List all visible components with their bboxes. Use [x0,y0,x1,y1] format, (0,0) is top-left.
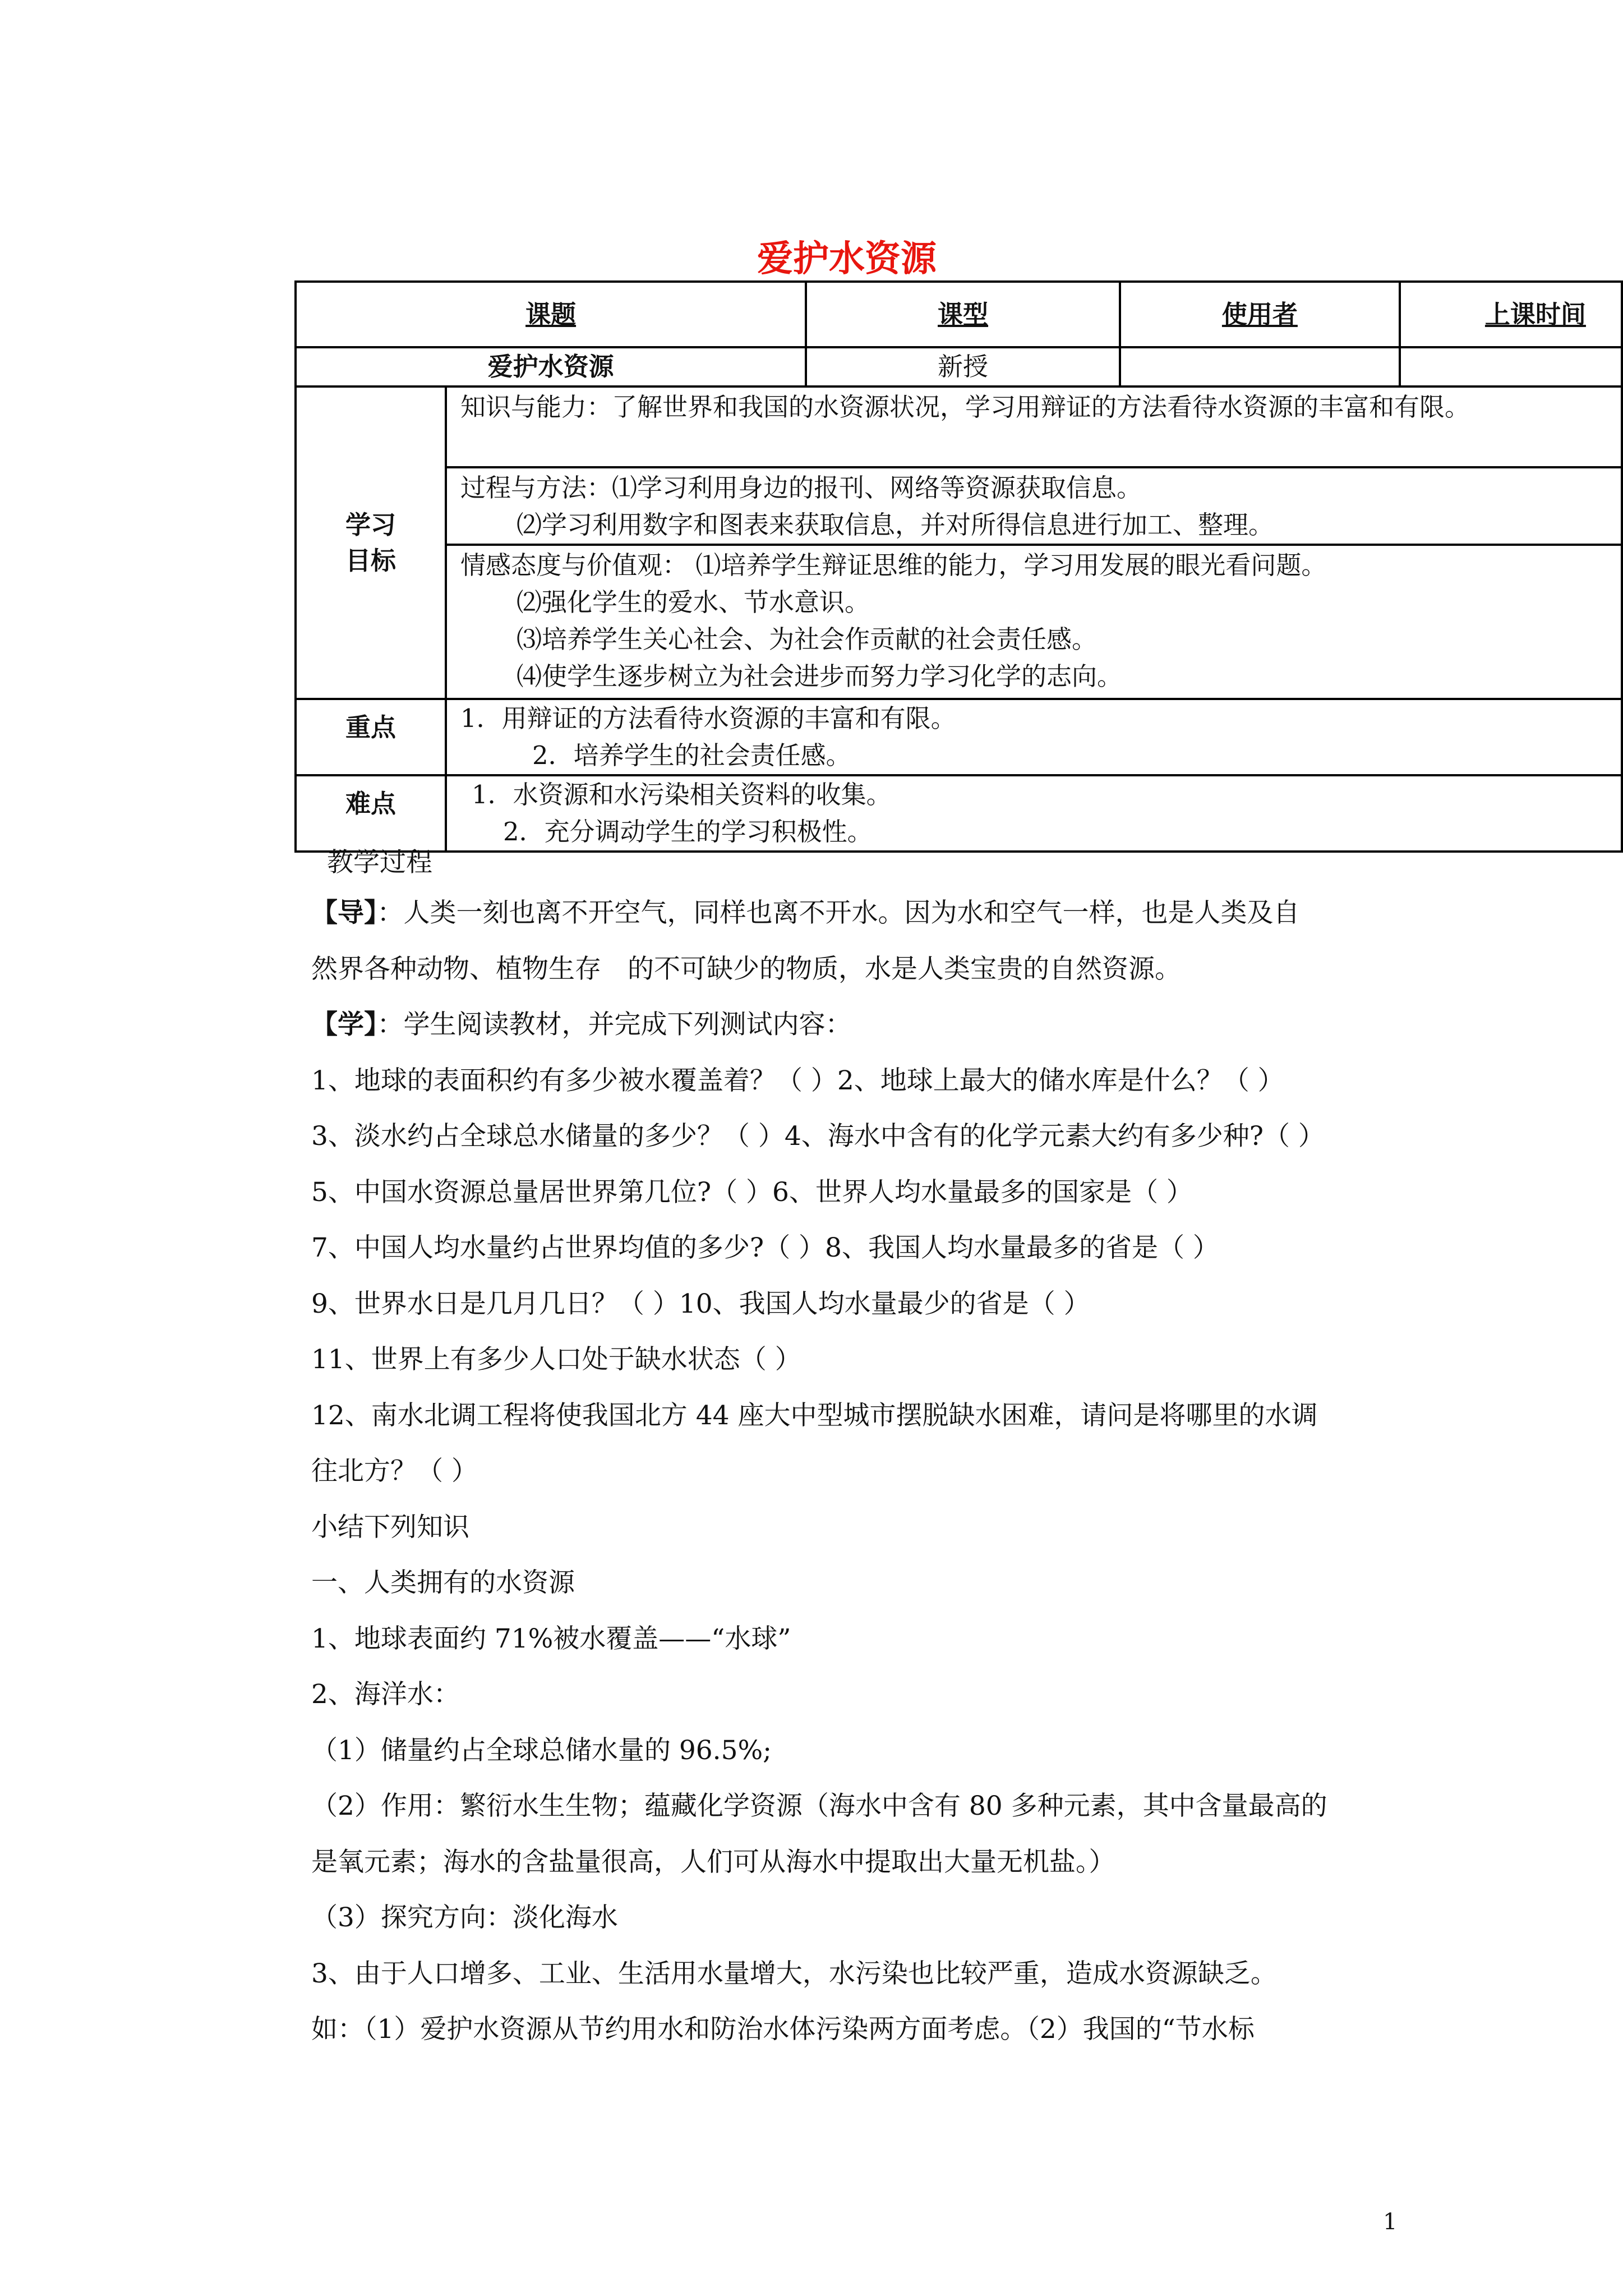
goal-emotion-4: ⑷使学生逐步树立为社会进步而努力学习化学的志向。 [517,661,1123,691]
question-line: 11、世界上有多少人口处于缺水状态（ ） [311,1344,801,1375]
question-line: 9、世界水日是几月几日？（ ）10、我国人均水量最少的省是（ ） [311,1288,1090,1319]
lesson-body [311,840,1410,2058]
goal-emotion [446,545,1622,699]
page-number: 1 [1383,2209,1398,2235]
header-time: 上课时间 [1400,282,1622,347]
lesson-info-table [294,280,1623,853]
document-title: 爱护水资源 [757,238,937,280]
summary-point-2-2a: （2）作用：繁衍水生生物；蕴藏化学资源（海水中含有 80 多种元素，其中含量最高的 [311,1791,1327,1821]
user-value [1120,347,1400,386]
question-line: 12、南水北调工程将使我国北方 44 座大中型城市摆脱缺水困难，请问是将哪里的水调 [311,1400,1318,1431]
section-heading: 一、人类拥有的水资源 [311,1567,575,1598]
summary-point-2: 2、海洋水： [311,1679,460,1710]
goal-process-1: 过程与方法：⑴学习利用身边的报刊、网络等资源获取信息。 [460,473,1142,503]
summary-point-2-1: （1）储量约占全球总储水量的 96.5%; [311,1734,772,1766]
difficult-points-label: 难点 [296,775,446,852]
key-point-1: 1．用辩证的方法看待水资源的丰富和有限。 [460,703,956,733]
question-line: 5、中国水资源总量居世界第几位?（ ）6、世界人均水量最多的国家是（ ） [311,1176,1193,1208]
header-type: 课型 [806,282,1120,347]
guide-line-1 [311,885,1410,941]
study-line [311,997,1410,1053]
goal-emotion-2: ⑵强化学生的爱水、节水意识。 [517,587,870,617]
time-value [1400,347,1622,386]
type-value: 新授 [806,347,1120,386]
key-points-label: 重点 [296,699,446,775]
study-tag: 【学】 [311,1009,377,1040]
summary-point-2-3: （3）探究方向：淡化海水 [311,1902,618,1933]
summary-point-1: 1、地球表面约 71%被水覆盖——“水球” [311,1623,791,1654]
key-points [446,699,1622,775]
key-point-2: 2．培养学生的社会责任感。 [532,740,851,770]
question-line: 3、淡水约占全球总水储量的多少？（ ）4、海水中含有的化学元素大约有多少种?（ ） [311,1121,1325,1152]
goal-emotion-3: ⑶培养学生关心社会、为社会作贡献的社会责任感。 [517,624,1098,654]
goals-label-text: 学习目标 [345,509,396,576]
header-topic: 课题 [296,282,806,347]
guide-text-1: ：人类一刻也离不开空气，同样也离不开水。因为水和空气一样，也是人类及自 [377,898,1300,928]
process-heading: 教学过程 [327,847,432,878]
goal-process-2: ⑵学习利用数字和图表来获取信息，并对所得信息进行加工、整理。 [517,510,1274,540]
header-user: 使用者 [1120,282,1400,347]
study-text: ：学生阅读教材，并完成下列测试内容： [377,1009,852,1040]
topic-value: 爱护水资源 [296,347,806,386]
question-line: 1、地球的表面积约有多少被水覆盖着？（ ）2、地球上最大的储水库是什么？（ ） [311,1065,1284,1096]
goal-knowledge: 知识与能力：了解世界和我国的水资源状况，学习用辩证的方法看待水资源的丰富和有限。 [446,386,1622,467]
difficult-point-2: 2．充分调动学生的学习积极性。 [503,817,873,846]
goal-emotion-1: 情感态度与价值观： ⑴培养学生辩证思维的能力，学习用发展的眼光看问题。 [460,550,1327,580]
goal-process [446,467,1622,545]
question-line: 往北方？（ ） [311,1456,478,1487]
summary-heading: 小结下列知识 [311,1511,469,1543]
difficult-point-1: 1．水资源和水污染相关资料的收集。 [472,780,892,809]
summary-point-3: 3、由于人口增多、工业、生活用水量增大，水污染也比较严重，造成水资源缺乏。 [311,1958,1277,1989]
summary-point-4: 如：（1）爱护水资源从节约用水和防治水体污染两方面考虑。（2）我国的“节水标 [311,2014,1255,2045]
guide-tag: 【导】 [311,898,377,928]
question-line: 7、中国人均水量约占世界均值的多少?（ ）8、我国人均水量最多的省是（ ） [311,1232,1219,1263]
guide-text-2: 然界各种动物、植物生存 的不可缺少的物质，水是人类宝贵的自然资源。 [311,953,1181,984]
summary-point-2-2b: 是氧元素；海水的含盐量很高，人们可从海水中提取出大量无机盐。） [311,1846,1115,1878]
goals-label [296,386,446,699]
